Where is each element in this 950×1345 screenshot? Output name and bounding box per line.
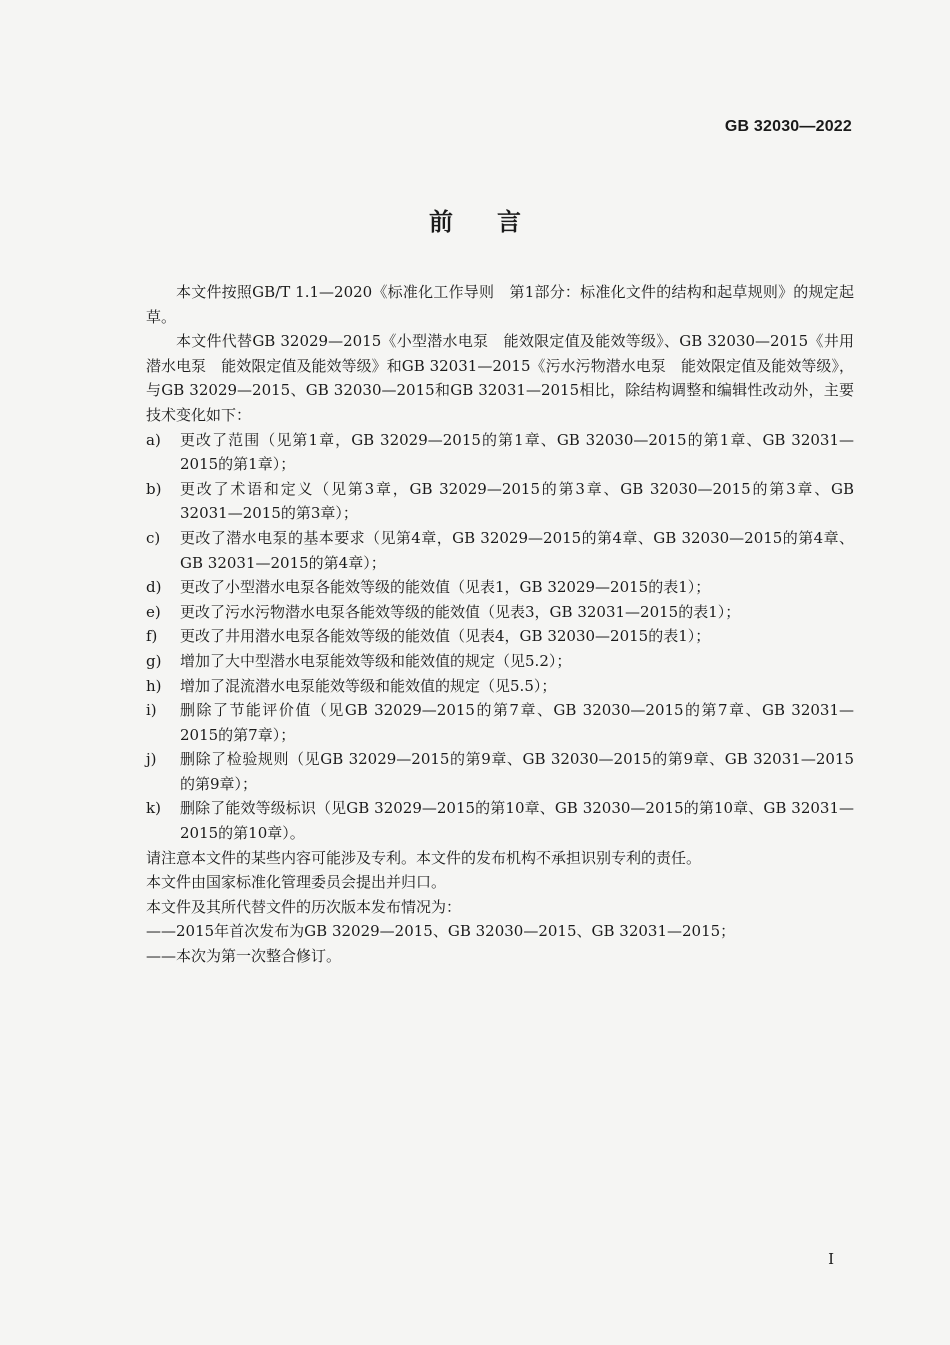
list-item bbox=[146, 649, 854, 674]
history-item: ——本次为第一次整合修订。 bbox=[146, 947, 342, 966]
changes-list bbox=[146, 428, 854, 846]
list-item bbox=[146, 747, 854, 796]
list-item-text: 更改了潜水电泵的基本要求（见第4章，GB 32029—2015的第4章、GB 32030—2015的第4章、GB 32031—2015的第4章）； bbox=[180, 528, 854, 572]
list-marker: a) bbox=[146, 430, 161, 449]
list-item-text: 增加了混流潜水电泵能效等级和能效值的规定（见5.5）； bbox=[180, 676, 557, 695]
history-intro: 本文件及其所代替文件的历次版本发布情况为： bbox=[146, 897, 462, 916]
page-number: I bbox=[828, 1250, 834, 1268]
list-item bbox=[146, 698, 854, 747]
list-marker: b) bbox=[146, 479, 162, 498]
list-item bbox=[146, 674, 854, 699]
list-marker: c) bbox=[146, 528, 161, 547]
list-item bbox=[146, 624, 854, 649]
list-item-text: 删除了节能评价值（见GB 32029—2015的第7章、GB 32030—2015的第7章、GB 32031—2015的第7章）； bbox=[180, 701, 854, 744]
list-item bbox=[146, 600, 854, 625]
list-item-text: 更改了范围（见第1章，GB 32029—2015的第1章、GB 32030—2015的第1章、GB 32031—2015的第1章）； bbox=[180, 430, 854, 474]
list-item-text: 更改了井用潜水电泵各能效等级的能效值（见表4，GB 32030—2015的表1）； bbox=[180, 627, 711, 646]
patent-notice: 请注意本文件的某些内容可能涉及专利。本文件的发布机构不承担识别专利的责任。 bbox=[146, 848, 702, 867]
list-marker: h) bbox=[146, 676, 162, 695]
list-marker: j) bbox=[146, 750, 157, 769]
list-marker: d) bbox=[146, 578, 162, 597]
proposed-by-notice: 本文件由国家标准化管理委员会提出并归口。 bbox=[146, 873, 447, 892]
foreword-body bbox=[146, 280, 854, 969]
list-item-text: 更改了污水污物潜水电泵各能效等级的能效值（见表3，GB 32031—2015的表1）； bbox=[180, 602, 741, 621]
list-item-text: 更改了小型潜水电泵各能效等级的能效值（见表1，GB 32029—2015的表1）； bbox=[180, 578, 711, 597]
list-item-text: 删除了检验规则（见GB 32029—2015的第9章、GB 32030—2015的第9章、GB 32031—2015的第9章）； bbox=[180, 750, 854, 793]
list-marker: i) bbox=[146, 701, 157, 720]
list-item bbox=[146, 526, 854, 575]
list-item bbox=[146, 477, 854, 526]
list-item bbox=[146, 796, 854, 845]
paragraph-replacement: 本文件代替GB 32029—2015《小型潜水电泵 能效限定值及能效等级》、GB 32030—2015《井用潜水电泵 能效限定值及能效等级》和GB 32031—2015《污水污物潜水电泵 能效限定值及能效等级》，与GB 32029—2015、GB 32030—2015和GB 32031—2015相比，除结构调整和编辑性改动外，主要技术变化如下： bbox=[146, 332, 854, 424]
list-item bbox=[146, 575, 854, 600]
list-marker: k) bbox=[146, 799, 161, 818]
history-item: ——2015年首次发布为GB 32029—2015、GB 32030—2015、GB 32031—2015； bbox=[146, 922, 736, 941]
list-item-text: 增加了大中型潜水电泵能效等级和能效值的规定（见5.2）； bbox=[180, 651, 572, 670]
list-marker: f) bbox=[146, 627, 158, 646]
list-item bbox=[146, 428, 854, 477]
list-marker: e) bbox=[146, 602, 161, 621]
list-item-text: 更改了术语和定义（见第3章，GB 32029—2015的第3章、GB 32030—2015的第3章、GB 32031—2015的第3章）； bbox=[180, 479, 854, 523]
list-item-text: 删除了能效等级标识（见GB 32029—2015的第10章、GB 32030—2015的第10章、GB 32031—2015的第10章）。 bbox=[180, 799, 854, 843]
page-title: 前言 bbox=[429, 207, 565, 236]
standard-number: GB 32030—2022 bbox=[724, 118, 852, 135]
list-marker: g) bbox=[146, 651, 162, 670]
paragraph-drafting-rules: 本文件按照GB/T 1.1—2020《标准化工作导则 第1部分：标准化文件的结构和起草规则》的规定起草。 bbox=[146, 283, 854, 326]
